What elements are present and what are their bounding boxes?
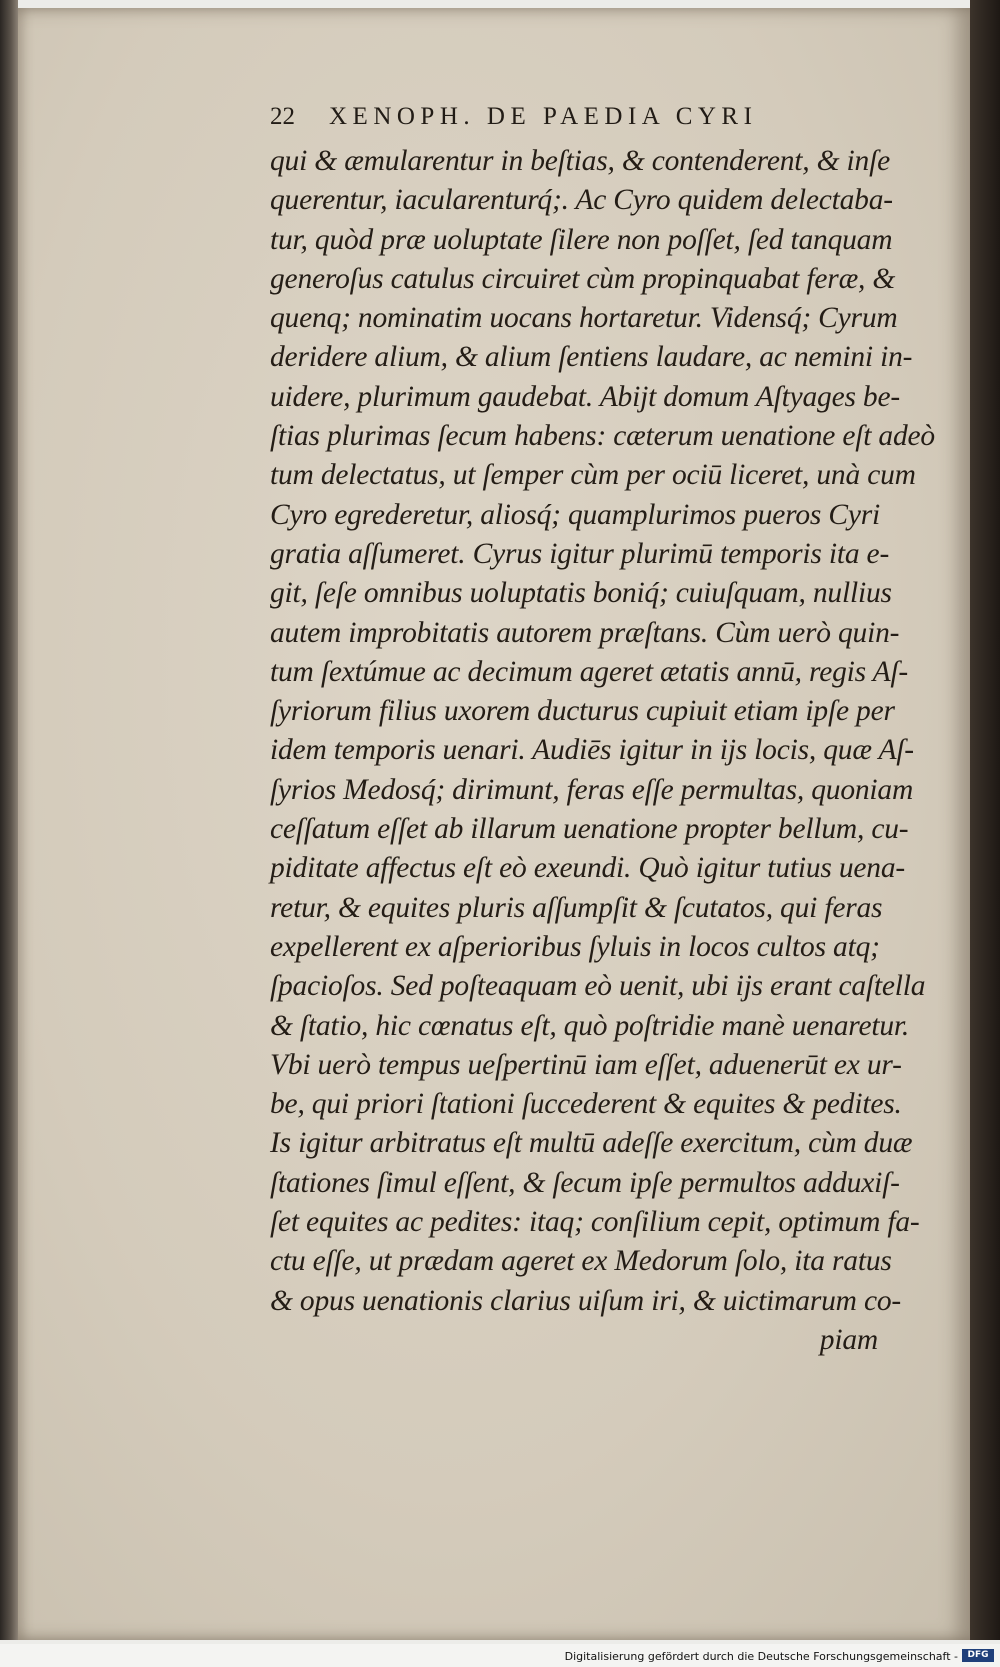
text-line: piditate affectus eſt eò exeundi. Quò igitur tutius uena- [270, 852, 906, 885]
text-line: retur, & equites pluris aſſumpſit & ſcutatos, qui feras [270, 891, 883, 924]
text-line: ceſſatum eſſet ab illarum uenatione propter bellum, cu- [270, 813, 909, 846]
text-line: gratia aſſumeret. Cyrus igitur plurimū temporis ita e- [270, 537, 890, 570]
facing-page-edge [0, 0, 18, 1640]
text-line: ſyriorum filius uxorem ducturus cupiuit etiam ipſe per [270, 695, 895, 728]
text-line: ctu eſſe, ut prædam ageret ex Medorum ſolo, ita ratus [270, 1245, 892, 1278]
text-line: & ſtatio, hic cœnatus eſt, quò poſtridie manè uenaretur. [270, 1009, 910, 1042]
text-line: deridere alium, & alium ſentiens laudare, ac nemini in- [270, 341, 913, 374]
text-line: Cyro egrederetur, aliosq́; quamplurimos pueros Cyri [270, 498, 881, 531]
text-line: idem temporis uenari. Audiēs igitur in ijs locis, quæ Aſ- [270, 734, 914, 767]
text-line: Vbi uerò tempus ueſpertinū iam eſſet, aduenerūt ex ur- [270, 1048, 902, 1081]
text-block [270, 142, 935, 1360]
text-line: tum ſextúmue ac decimum ageret ætatis annū, regis Aſ- [270, 655, 909, 688]
running-title: XENOPH. DE PAEDIA CYRI [329, 103, 758, 130]
text-line: git, ſeſe omnibus uoluptatis boniq́; cuiuſquam, nullius [270, 577, 892, 610]
text-line: autem improbitatis autorem præſtans. Cùm uerò quin- [270, 616, 900, 649]
text-line: & opus uenationis clarius uiſum iri, & uictimarum co- [270, 1284, 902, 1317]
text-line: be, qui priori ſtationi ſuccederent & equites & pedites. [270, 1088, 902, 1121]
text-line: Is igitur arbitratus eſt multū adeſſe exercitum, cùm duæ [270, 1127, 913, 1160]
text-line: querentur, iacularenturq́;. Ac Cyro quidem delectaba- [270, 184, 893, 217]
text-line: ſpacioſos. Sed poſteaquam eò uenit, ubi ijs erant caſtella [270, 970, 926, 1003]
text-line: ſet equites ac pedites: itaq; conſilium cepit, optimum fa- [270, 1206, 920, 1239]
text-line: tum delectatus, ut ſemper cùm per ociū liceret, unà cum [270, 459, 916, 492]
text-line: tur, quòd præ uoluptate ſilere non poſſet, ſed tanquam [270, 223, 893, 256]
dfg-logo-icon: DFG [962, 1649, 994, 1662]
running-head [270, 103, 868, 131]
text-line: uidere, plurimum gaudebat. Abijt domum Aſtyages be- [270, 380, 900, 413]
binding-edge [970, 0, 1000, 1640]
text-line: piam [819, 1323, 878, 1356]
page-number: 22 [270, 103, 295, 130]
text-line: ſyrios Medosq́; dirimunt, feras eſſe permultas, quoniam [270, 773, 914, 806]
text-line: generoſus catulus circuiret cùm propinquabat feræ, & [270, 262, 896, 295]
text-line: expellerent ex aſperioribus ſyluis in locos cultos atq; [270, 930, 880, 963]
text-line: ſtationes ſimul eſſent, & ſecum ipſe permultos adduxiſ- [270, 1166, 900, 1199]
text-line: quenq; nominatim uocans hortaretur. Vidensq́; Cyrum [270, 302, 898, 335]
funding-credit: Digitalisierung gefördert durch die Deutsche Forschungsgemeinschaft - [564, 1650, 958, 1663]
text-line: qui & æmularentur in beſtias, & contenderent, & inſe [270, 145, 890, 177]
text-line: ſtias plurimas ſecum habens: cæterum uenatione eſt adeò [270, 420, 935, 453]
